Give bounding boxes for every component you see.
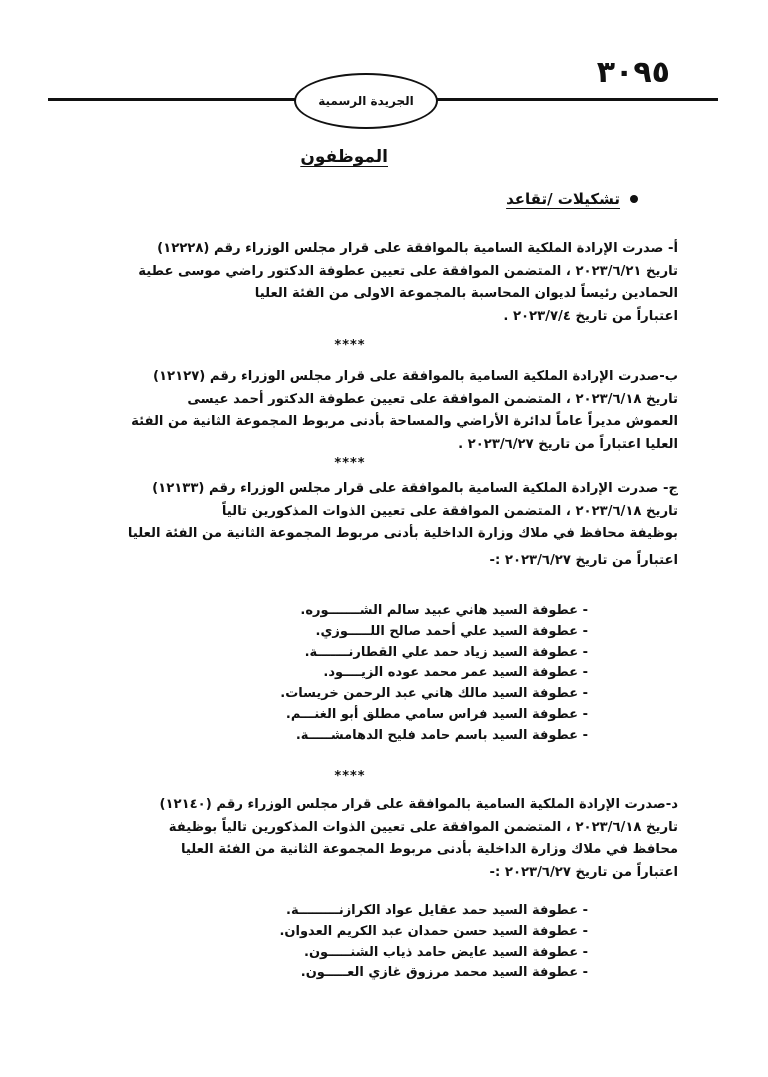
paragraph-a-line: تاريخ ٢٠٢٣/٦/٢١ ، المتضمن الموافقة على تعيين عطوفة الدكتور راضي موسى عطية	[138, 263, 678, 279]
paragraph-b-line: تاريخ ٢٠٢٣/٦/١٨ ، المتضمن الموافقة على تعيين عطوفة الدكتور أحمد عيسى	[187, 391, 678, 407]
list-item: - عطوفة السيد مالك هاني عبد الرحمن خريسات.	[280, 686, 588, 702]
paragraph-d-line: تاريخ ٢٠٢٣/٦/١٨ ، المتضمن الموافقة على تعيين الذوات المذكورين تالياً بوظيفة	[168, 819, 678, 835]
paragraph-c-line: تاريخ ٢٠٢٣/٦/١٨ ، المتضمن الموافقة على تعيين الذوات المذكورين تالياً	[221, 503, 678, 519]
section-title: الموظفون	[300, 147, 388, 167]
gazette-name-oval	[294, 73, 438, 129]
separator-stars: ****	[334, 769, 366, 784]
list-item: - عطوفة السيد محمد مرزوق غازي العـــــون.	[300, 965, 588, 981]
bullet-dot-icon	[630, 195, 638, 203]
list-item: - عطوفة السيد عايض حامد ذياب الشنـــــون.	[304, 944, 588, 960]
gazette-name: الجريدة الرسمية	[318, 94, 414, 108]
list-item: - عطوفة السيد فراس سامي مطلق أبو الغنـــم.	[285, 706, 588, 722]
paragraph-d-line: اعتباراً من تاريخ ٢٠٢٣/٦/٢٧ :-	[489, 864, 678, 880]
paragraph-b-line: ب-صدرت الإرادة الملكية السامية بالموافقة على قرار مجلس الوزراء رقم (١٢١٢٧)	[152, 369, 678, 384]
paragraph-d-line: محافظ في ملاك وزارة الداخلية بأدنى مربوط المجموعة الثانية من الفئة العليا	[180, 842, 678, 857]
paragraph-b	[78, 366, 678, 456]
separator-stars: ****	[334, 338, 366, 353]
paragraph-b-line: العموش مديراً عاماً لدائرة الأراضي والمساحة بأدنى مربوط المجموعة الثانية من الفئة	[131, 414, 678, 429]
paragraph-d-names	[258, 901, 588, 984]
list-item: - عطوفة السيد حمد عقايل عواد الكرازنـــــــــة.	[286, 903, 588, 918]
page-number: ٣٠٩٥	[596, 55, 670, 90]
bullet-label: تشكيلات /تقاعد	[506, 190, 620, 208]
separator-stars: ****	[334, 456, 366, 471]
paragraph-d	[78, 794, 678, 884]
paragraph-c-names	[258, 601, 588, 747]
list-item: - عطوفة السيد هاني عبيد سالم الشـــــــوره.	[300, 603, 588, 618]
list-item: - عطوفة السيد زياد حمد علي القطارنـــــــة.	[304, 644, 588, 660]
paragraph-b-line: العليا اعتباراً من تاريخ ٢٠٢٣/٦/٢٧ .	[458, 436, 678, 452]
paragraph-a-line: أ- صدرت الإرادة الملكية السامية بالموافقة على قرار مجلس الوزراء رقم (١٢٢٢٨)	[157, 241, 678, 256]
paragraph-d-line: د-صدرت الإرادة الملكية السامية بالموافقة على قرار مجلس الوزراء رقم (١٢١٤٠)	[159, 797, 678, 812]
paragraph-c-line: بوظيفة محافظ في ملاك وزارة الداخلية بأدنى مربوط المجموعة الثانية من الفئة العليا	[127, 526, 678, 541]
paragraph-a-line: اعتباراً من تاريخ ٢٠٢٣/٧/٤ .	[503, 308, 678, 324]
list-item: - عطوفة السيد حسن حمدان عبد الكريم العدوان.	[279, 923, 588, 939]
paragraph-a	[78, 238, 678, 328]
list-item: - عطوفة السيد باسم حامد فليح الدهامشـــــة.	[295, 727, 588, 743]
section-bullet	[506, 190, 638, 208]
paragraph-c-effective-date: اعتباراً من تاريخ ٢٠٢٣/٦/٢٧ :-	[489, 553, 678, 568]
paragraph-c-line: ج- صدرت الإرادة الملكية السامية بالموافقة على قرار مجلس الوزراء رقم (١٢١٣٣)	[152, 481, 678, 496]
paragraph-a-line: الحمادين رئيساً لديوان المحاسبة بالمجموعة الاولى من الفئة العليا	[254, 286, 678, 301]
paragraph-c	[78, 478, 678, 546]
list-item: - عطوفة السيد علي أحمد صالح اللـــــوزي.	[315, 623, 588, 639]
list-item: - عطوفة السيد عمر محمد عوده الزيــــود.	[323, 665, 588, 681]
